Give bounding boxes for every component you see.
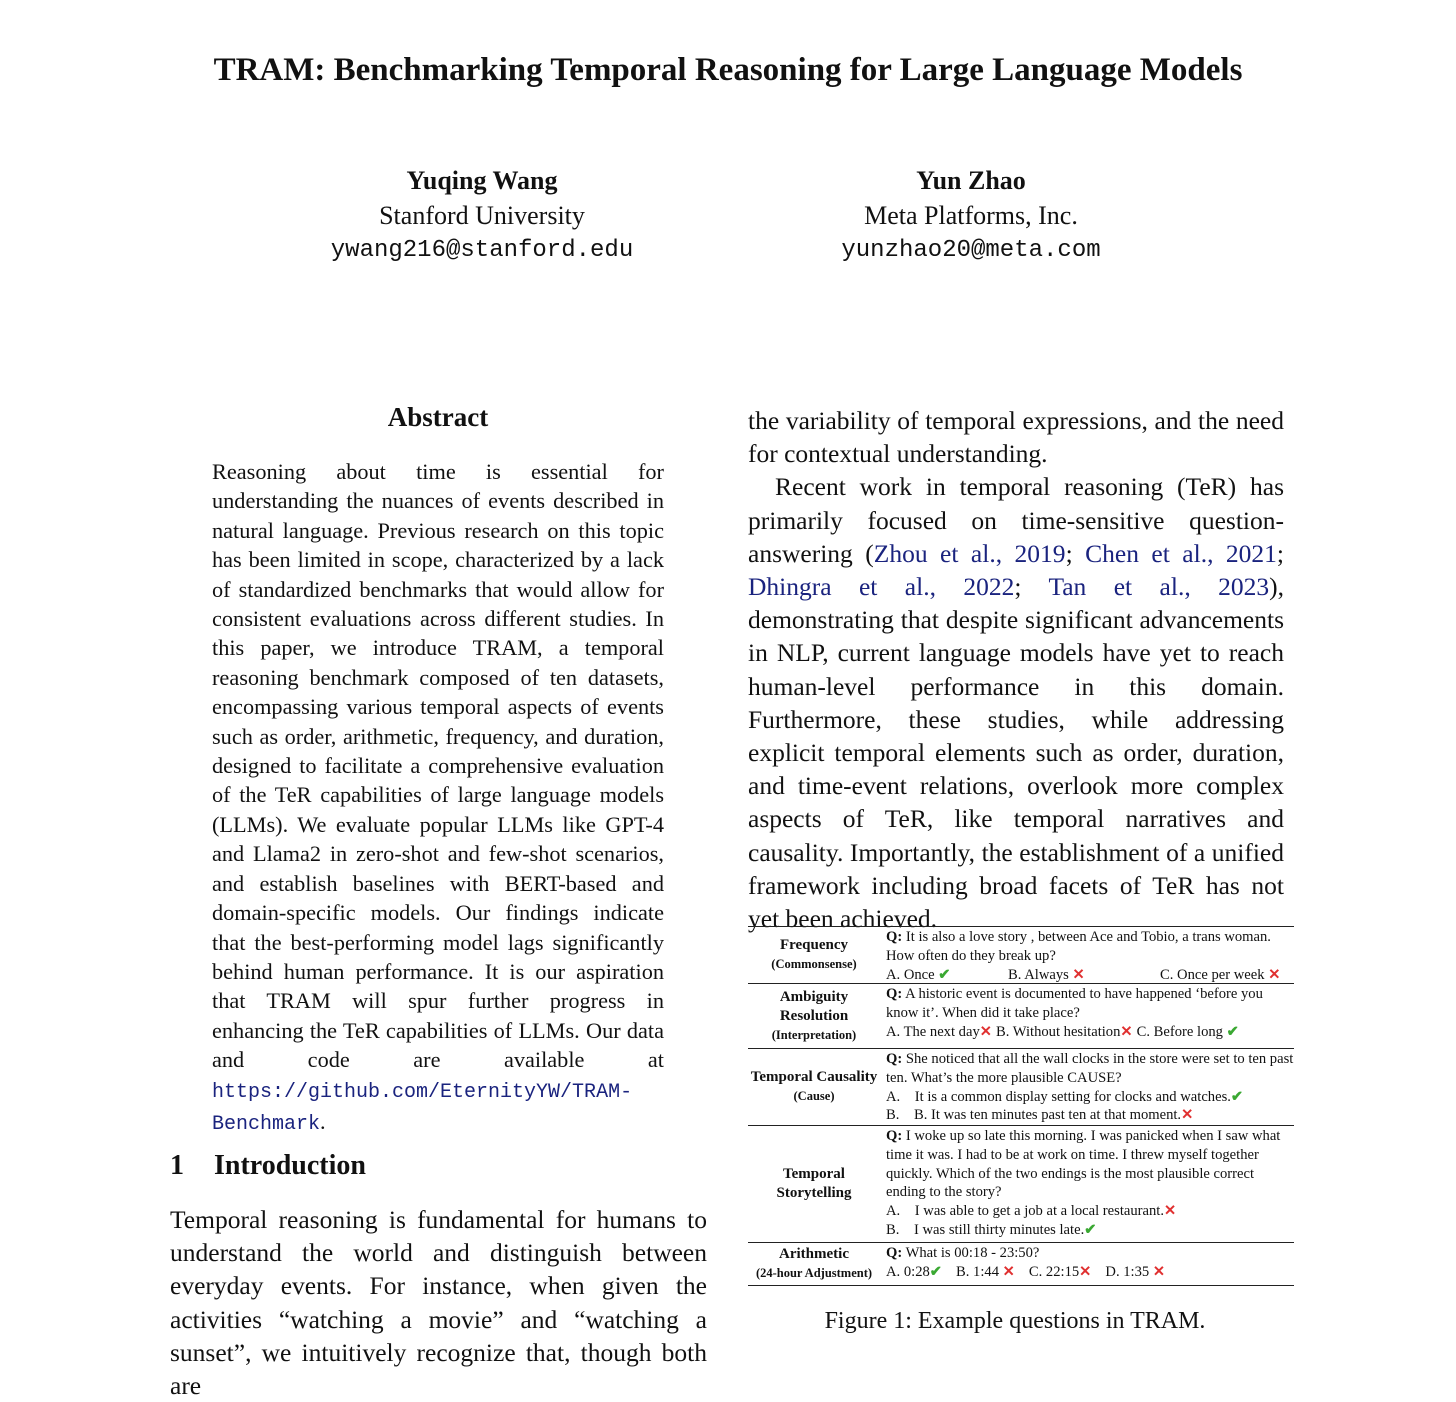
question-block <box>880 1049 1294 1125</box>
author-block-2 <box>761 163 1181 268</box>
category-name: Frequency <box>779 937 849 953</box>
category-subtype: (Cause) <box>793 1089 835 1103</box>
figure-row-causality <box>748 1048 1294 1125</box>
citation-separator: ; <box>1276 538 1285 568</box>
intro-paragraph-related-work <box>748 470 1284 935</box>
intro-column-right <box>748 404 1284 935</box>
figure-row-storytelling <box>748 1125 1294 1242</box>
category-name: Temporal Storytelling <box>776 1166 852 1201</box>
cross-icon: ✕ <box>1079 1263 1092 1280</box>
category-label <box>748 1126 880 1242</box>
figure-caption: Figure 1: Example questions in TRAM. <box>824 1308 1206 1334</box>
answer-options <box>886 1023 1294 1042</box>
question-text <box>886 985 1294 1023</box>
option <box>1008 966 1160 985</box>
category-subtype: (24-hour Adjustment) <box>755 1266 873 1280</box>
citation-separator: ; <box>1065 538 1086 568</box>
q-label: Q: <box>886 1128 903 1144</box>
section-heading <box>170 1150 366 1182</box>
option <box>886 1202 1294 1221</box>
check-icon: ✔ <box>1226 1023 1239 1040</box>
abstract-end: . <box>320 1108 326 1134</box>
question-body: What is 00:18 - 23:50? <box>905 1245 1040 1261</box>
option <box>886 1263 942 1282</box>
question-text <box>886 1127 1294 1202</box>
option-text: A. I was able to get a job at a local restaurant. <box>886 1203 1164 1220</box>
option <box>996 1023 1133 1042</box>
q-label: Q: <box>886 1245 903 1261</box>
question-block <box>880 1126 1294 1242</box>
author-affiliation: Meta Platforms, Inc. <box>864 201 1078 230</box>
q-label: Q: <box>886 986 903 1002</box>
q-label: Q: <box>886 929 903 945</box>
option <box>886 1088 1294 1107</box>
option <box>1137 1023 1239 1042</box>
figure-row-frequency <box>748 926 1294 983</box>
option <box>886 966 1008 985</box>
section-title: Introduction <box>214 1150 366 1181</box>
citation-link[interactable]: Dhingra et al., 2022 <box>748 572 1015 602</box>
citation-separator: ; <box>1014 572 1049 602</box>
citation-link[interactable]: Chen et al., 2021 <box>1085 538 1277 568</box>
abstract-heading: Abstract <box>387 402 489 432</box>
category-name: Temporal Causality <box>750 1069 878 1085</box>
figure-row-arithmetic <box>748 1242 1294 1286</box>
author-email[interactable]: yunzhao20@meta.com <box>841 237 1101 264</box>
option-text: A. 0:28 <box>886 1263 930 1280</box>
citation-link[interactable]: Tan et al., 2023 <box>1048 572 1270 602</box>
option <box>1029 1263 1092 1282</box>
cross-icon: ✕ <box>1002 1263 1015 1280</box>
option-text: D. 1:35 <box>1105 1263 1150 1280</box>
question-body: She noticed that all the wall clocks in the store were set to ten past ten. What’s the more plausible CAUSE? <box>886 1051 1294 1086</box>
option-text: A. The next day <box>886 1023 980 1040</box>
option <box>886 1221 1294 1240</box>
option-text: A. It is a common display setting for clocks and watches. <box>886 1088 1231 1105</box>
figure-example-questions <box>748 926 1294 1286</box>
cross-icon: ✕ <box>979 1023 992 1040</box>
option <box>956 1263 1015 1282</box>
author-name: Yuqing Wang <box>406 166 558 195</box>
option-text: C. Before long <box>1136 1023 1223 1040</box>
author-name: Yun Zhao <box>916 166 1026 195</box>
cross-icon: ✕ <box>1164 1203 1177 1220</box>
option-text: C. Once per week <box>1160 966 1265 983</box>
paper-title: TRAM: Benchmarking Temporal Reasoning for Large Language Models <box>213 52 1243 88</box>
option-text: B. I was still thirty minutes late. <box>886 1221 1085 1238</box>
paragraph-text: Recent work in temporal reasoning (TeR) has primarily focused on time-sensitive question-answering ( <box>748 472 1284 568</box>
intro-paragraph-left: Temporal reasoning is fundamental for humans to understand the world and distinguish between everyday events. For instance, when given the activities “watching a movie” and “watching a sunset”, we intuitively recognize that, though both are <box>170 1205 707 1401</box>
question-text <box>886 1244 1294 1263</box>
author-affiliation: Stanford University <box>379 201 585 230</box>
question-body: A historic event is documented to have happened ‘before you know it’. When did it take place? <box>886 986 1263 1021</box>
author-block-1 <box>272 163 692 268</box>
question-block <box>880 927 1294 983</box>
category-subtype: (Interpretation) <box>771 1027 857 1042</box>
option <box>1160 966 1280 985</box>
question-body: I woke up so late this morning. I was panicked when I saw what time it was. I had to be at work on time. I threw myself together quickly. Which of the two endings is the most plausible correct ending to the story? <box>886 1128 1281 1201</box>
cross-icon: ✕ <box>1120 1023 1133 1040</box>
category-name: Arithmetic <box>779 1246 849 1262</box>
category-label <box>748 927 880 983</box>
option-text: B. 1:44 <box>956 1263 999 1280</box>
code-link[interactable]: https://github.com/EternityYW/TRAM-Benchmark <box>212 1080 633 1136</box>
question-block <box>880 984 1294 1048</box>
check-icon: ✔ <box>929 1263 943 1280</box>
question-text <box>886 928 1294 966</box>
citation-link[interactable]: Zhou et al., 2019 <box>873 538 1066 568</box>
answer-options <box>886 966 1294 985</box>
cross-icon: ✕ <box>1181 1107 1194 1124</box>
paragraph-text: ), demonstrating that despite significant advancements in NLP, current language models have yet to reach human-level performance in this domain. Furthermore, these studies, while addressing explicit temporal elements such as order, duration, and time-event relations, overlook more complex aspects of TeR, like temporal narratives and causality. Importantly, the establishment of a unified framework including broad facets of TeR has not yet been achieved. <box>748 572 1284 934</box>
category-subtype: (Commonsense) <box>771 957 857 971</box>
option <box>886 1023 992 1042</box>
abstract-body <box>212 457 664 1139</box>
figure-row-ambiguity <box>748 983 1294 1048</box>
abstract-text: Reasoning about time is essential for understanding the nuances of events described in natural language. Previous research on this topic has been limited in scope, characterized by a lack of standardized benchmarks that would allow for consistent evaluations across different studies. In this paper, we introduce TRAM, a temporal reasoning benchmark composed of ten datasets, encompassing various temporal aspects of events such as order, arithmetic, frequency, and duration, designed to facilitate a comprehensive evaluation of the TeR capabilities of large language models (LLMs). We evaluate popular LLMs like GPT-4 and Llama2 in zero-shot and few-shot scenarios, and establish baselines with BERT-based and domain-specific models. Our findings indicate that the best-performing model lags significantly behind human performance. It is our aspiration that TRAM will spur further progress in enhancing the TeR capabilities of LLMs. Our data and code are available at <box>212 459 664 1073</box>
category-label <box>748 984 880 1048</box>
check-icon: ✔ <box>938 966 951 983</box>
q-label: Q: <box>886 1051 903 1067</box>
option-text: B. Without hesitation <box>996 1023 1121 1040</box>
intro-paragraph-continued: the variability of temporal expressions, and the need for contextual understanding. <box>748 406 1284 469</box>
option <box>1105 1263 1165 1282</box>
category-name: Ambiguity Resolution <box>779 988 849 1024</box>
answer-options <box>886 1263 1294 1282</box>
cross-icon: ✕ <box>1072 966 1085 983</box>
option-text: A. Once <box>886 966 935 983</box>
question-body: It is also a love story , between Ace and Tobio, a trans woman. How often do they break up? <box>886 929 1271 964</box>
question-text <box>886 1050 1294 1088</box>
option <box>886 1106 1294 1125</box>
section-number: 1 <box>170 1150 184 1181</box>
check-icon: ✔ <box>1230 1088 1244 1105</box>
cross-icon: ✕ <box>1152 1263 1166 1280</box>
cross-icon: ✕ <box>1268 966 1281 983</box>
option-text: C. 22:15 <box>1028 1263 1080 1280</box>
option-text: B. B. It was ten minutes past ten at that moment. <box>886 1107 1182 1124</box>
author-email[interactable]: ywang216@stanford.edu <box>330 237 634 264</box>
category-label <box>748 1049 880 1125</box>
option-text: B. Always <box>1008 966 1069 983</box>
category-label <box>748 1243 880 1285</box>
check-icon: ✔ <box>1084 1221 1097 1238</box>
question-block <box>880 1243 1294 1285</box>
